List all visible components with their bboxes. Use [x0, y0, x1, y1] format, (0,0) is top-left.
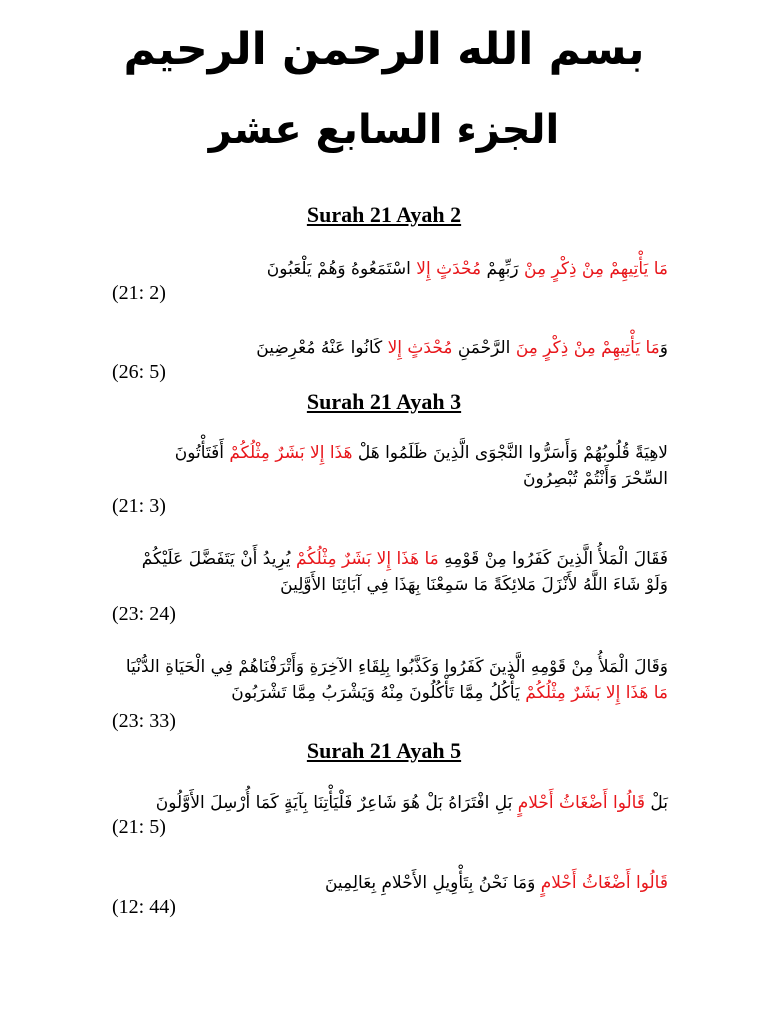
juz-title: الجزء السابع عشر	[208, 107, 560, 153]
verse-reference: (23: 24)	[112, 603, 176, 625]
verse-phrase: يَأْكُلُ مِمَّا تَأْكُلُونَ مِنْهُ وَيَشْرَبُ مِمَّا تَشْرَبُونَ	[231, 683, 526, 703]
verse-text	[112, 546, 668, 598]
verse-text	[112, 870, 668, 896]
verse-line	[112, 256, 668, 282]
verse-phrase: وَلَوْ شَاءَ اللَّهُ لأَنْزَلَ مَلائِكَةً مَا سَمِعْنَا بِهَذَا فِي آبَائِنَا الأَوَّلِينَ	[280, 575, 668, 595]
verse-reference: (23: 33)	[112, 710, 176, 732]
highlighted-phrase: مَا يَأْتِيهِمْ مِنْ ذِكْرٍ مِنْ	[524, 259, 668, 279]
verse-line	[112, 680, 668, 706]
highlighted-phrase: مَا هَذَا إِلا بَشَرٌ مِثْلُكُمْ	[295, 549, 439, 569]
verse-line	[112, 335, 668, 361]
basmala-calligraphy: بسم الله الرحمن الرحيم	[123, 24, 645, 75]
verse-phrase: وَ	[659, 338, 668, 358]
verse-line	[112, 654, 668, 680]
verse-phrase: بَلِ افْتَرَاهُ بَلْ هُوَ شَاعِرٌ فَلْيَأْتِنَا بِآيَةٍ كَمَا أُرْسِلَ الأَوَّلُونَ	[155, 793, 518, 813]
verse-phrase: بَلْ	[644, 793, 668, 813]
verse-phrase: اسْتَمَعُوهُ وَهُمْ يَلْعَبُونَ	[266, 259, 417, 279]
verse-reference: (26: 5)	[112, 361, 166, 383]
verse-line	[112, 466, 668, 492]
verse-line	[112, 790, 668, 816]
highlighted-phrase: هَذَا إِلا بَشَرٌ مِثْلُكُمْ	[229, 443, 353, 463]
verse-phrase: لاهِيَةً قُلُوبُهُمْ وَأَسَرُّوا النَّجْوَى الَّذِينَ ظَلَمُوا هَلْ	[352, 443, 668, 463]
section-heading: Surah 21 Ayah 2	[306, 202, 462, 227]
verse-phrase: وَمَا نَحْنُ بِتَأْوِيلِ الأَحْلامِ بِعَالِمِينَ	[324, 873, 541, 893]
verse-phrase: فَقَالَ الْمَلأُ الَّذِينَ كَفَرُوا مِنْ قَوْمِهِ	[438, 549, 668, 569]
verse-reference: (21: 3)	[112, 495, 166, 517]
verse-phrase: أَفَتَأْتُونَ	[174, 443, 230, 463]
verse-line	[112, 546, 668, 572]
verse-phrase: يُرِيدُ أَنْ يَتَفَضَّلَ عَلَيْكُمْ	[141, 549, 296, 569]
verse-reference: (21: 5)	[112, 816, 166, 838]
verse-text	[112, 256, 668, 282]
verse-text	[112, 654, 668, 706]
verse-phrase: الرَّحْمَنِ	[452, 338, 516, 358]
verse-text	[112, 335, 668, 361]
highlighted-phrase: مَا هَذَا إِلا بَشَرٌ مِثْلُكُمْ	[525, 683, 668, 703]
highlighted-phrase: قَالُوا أَضْغَاثُ أَحْلامٍ	[517, 793, 645, 813]
verse-text	[112, 440, 668, 492]
verse-reference: (12: 44)	[112, 896, 176, 918]
verse-line	[112, 870, 668, 896]
verse-reference: (21: 2)	[112, 282, 166, 304]
highlighted-phrase: قَالُوا أَضْغَاثُ أَحْلامٍ	[540, 873, 668, 893]
section-heading: Surah 21 Ayah 5	[306, 738, 462, 763]
section-heading: Surah 21 Ayah 3	[306, 389, 462, 414]
verse-text	[112, 790, 668, 816]
verse-phrase: وَقَالَ الْمَلأُ مِنْ قَوْمِهِ الَّذِينَ كَفَرُوا وَكَذَّبُوا بِلِقَاءِ الآخِرَةِ وَأَتْرَفْنَاهُمْ فِي الْحَيَاةِ الدُّنْيَا	[125, 657, 668, 677]
verse-phrase: كَانُوا عَنْهُ مُعْرِضِينَ	[256, 338, 388, 358]
verse-phrase: السِّحْرَ وَأَنْتُمْ تُبْصِرُونَ	[522, 469, 668, 489]
verse-line	[112, 572, 668, 598]
highlighted-phrase: مَا يَأْتِيهِمْ مِنْ ذِكْرٍ مِنَ	[515, 338, 660, 358]
verse-phrase: رَبِّهِمْ	[481, 259, 525, 279]
highlighted-phrase: مُحْدَثٍ إِلا	[416, 259, 482, 279]
verse-line	[112, 440, 668, 466]
highlighted-phrase: مُحْدَثٍ إِلا	[387, 338, 453, 358]
